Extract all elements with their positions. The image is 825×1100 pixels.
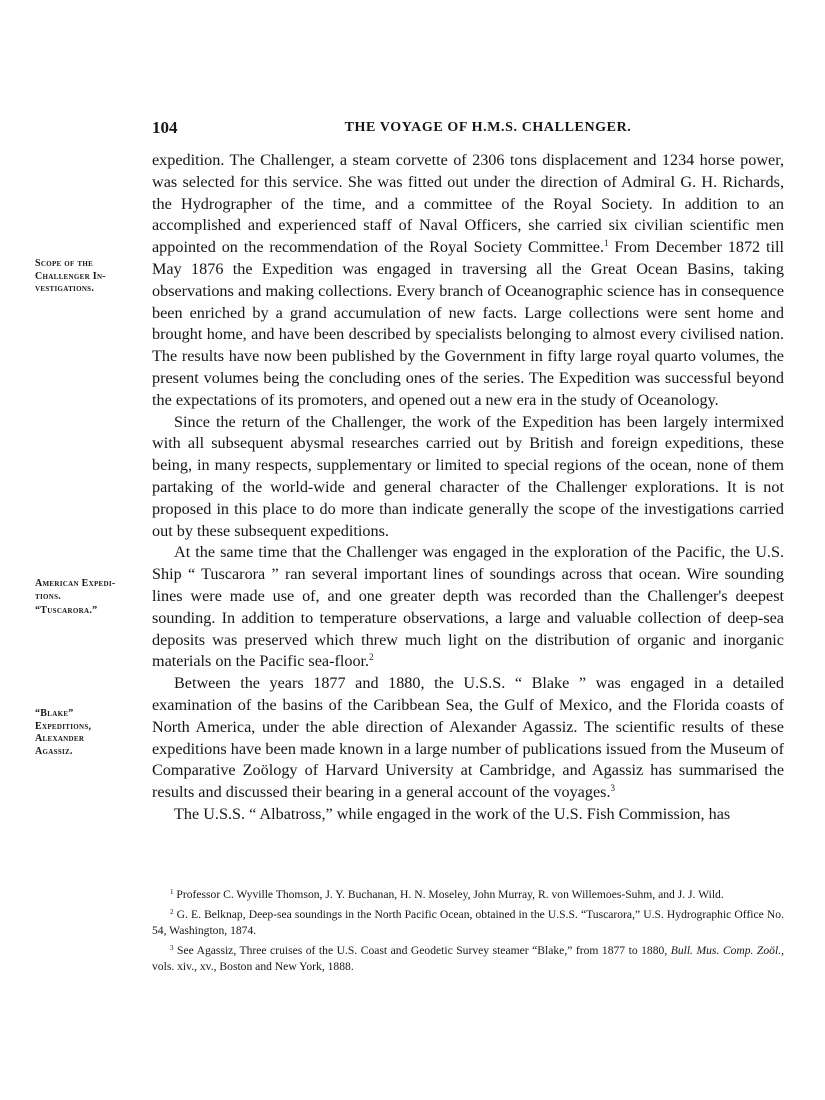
footnote-citation-italic: Bull. Mus. Comp. Zoöl. xyxy=(670,944,782,957)
sidenote-scope-of-challenger xyxy=(35,258,143,296)
sidenote-american-expeditions xyxy=(35,578,143,618)
sidenote-blake-expeditions xyxy=(35,708,143,758)
paragraph xyxy=(152,542,784,673)
footnote xyxy=(152,884,784,903)
sidenote-line: “Blake” xyxy=(35,708,74,719)
sidenote-line: Challenger In- xyxy=(35,270,106,282)
page-header xyxy=(152,118,784,140)
sidenote-line: American Expedi- xyxy=(35,578,116,589)
footnote-text: Professor C. Wyville Thomson, J. Y. Buchanan, H. N. Moseley, John Murray, R. von Willemoes-Suhm, and J. J. Wild. xyxy=(176,888,724,901)
paragraph-text: expedition. The Challenger, a steam corvette of 2306 tons displacement and 1234 horse power, was selected for this service. She was fitted out under the direction of Admiral G. H. Richards, the Hydrographer of the time, and a committee of the Royal Society. In addition to an accomplished and experienced staff of Naval Officers, she carried six civilian scientific men appointed on the recommendation of the Royal Society Committee. xyxy=(152,151,784,257)
footnote-text: , vols. xiv., xv., Boston and New York, 1888. xyxy=(152,944,785,973)
footnote-marker: 3 xyxy=(170,944,174,952)
body-text xyxy=(152,150,784,826)
paragraph-text: From December 1872 till May 1876 the Expedition was engaged in traversing all the Great Ocean Basins, taking observations and making collections. Every branch of Oceanographic science has in consequence been enriched by a grand accumulation of new facts. Large collections were sent home and brought home, and have been described by specialists belonging to almost every civilised nation. The results have now been published by the Government in fifty large royal quarto volumes, the present volumes being the concluding ones of the series. The Expedition was successful beyond the expectations of its promoters, and opened out a new era in the study of Oceanology. xyxy=(152,238,784,409)
footnote-text: See Agassiz, Three cruises of the U.S. Coast and Geodetic Survey steamer “Blake,” from 1877 to 1880, xyxy=(177,944,671,957)
sidenote-line: Expeditions, xyxy=(35,720,92,732)
sidenote-line: “Tuscarora.” xyxy=(35,605,98,616)
paragraph xyxy=(152,150,784,412)
paragraph xyxy=(152,673,784,804)
footnote-marker: 1 xyxy=(170,888,174,896)
paragraph xyxy=(152,412,784,543)
footnote xyxy=(152,940,784,975)
footnote-ref[interactable]: 1 xyxy=(604,238,609,249)
paragraph-text: Since the return of the Challenger, the work of the Expedition has been largely intermixed with all subsequent abysmal researches carried out by British and foreign expeditions, these being, in many respects, supplementary or limited to special regions of the ocean, none of them partaking of the world-wide and general character of the Challenger explorations. It is not proposed in this place to do more than indicate generally the scope of the investigations carried out by these subsequent expeditions. xyxy=(152,412,784,540)
running-title: THE VOYAGE OF H.M.S. CHALLENGER. xyxy=(344,120,632,135)
footnotes xyxy=(152,884,784,976)
paragraph-text: Between the years 1877 and 1880, the U.S.S. “ Blake ” was engaged in a detailed examination of the basins of the Caribbean Sea, the Gulf of Mexico, and the Florida coasts of North America, under the able direction of Alexander Agassiz. The scientific results of these expeditions have been made known in a large number of publications issued from the Museum of Comparative Zoölogy of Harvard University at Cambridge, and Agassiz has summarised the results and discussed their bearing in a general account of the voyages. xyxy=(152,674,784,802)
footnote-text: G. E. Belknap, Deep-sea soundings in the North Pacific Ocean, obtained in the U.S.S. “Tuscarora,” U.S. Hydrographic Office No. 54, Washington, 1874. xyxy=(152,908,784,937)
page-number: 104 xyxy=(152,118,178,137)
sidenote-line: Alexander xyxy=(35,733,85,744)
sidenote-line: tions. xyxy=(35,590,62,602)
footnote-marker: 2 xyxy=(170,908,174,916)
paragraph xyxy=(152,804,784,826)
footnote xyxy=(152,904,784,939)
sidenote-line: vestigations. xyxy=(35,283,95,294)
paragraph-text: At the same time that the Challenger was engaged in the exploration of the Pacific, the U.S. Ship “ Tuscarora ” ran several important lines of soundings across that ocean. Wire sounding lines were made use of, and one greater depth was recorded than the Challenger's deepest sounding. In addition to temperature observations, a large and valuable collection of deep-sea deposits was preserved which threw much light on the distribution of organic and inorganic materials on the Pacific sea-floor. xyxy=(152,543,784,671)
sidenote-line: Scope of the xyxy=(35,258,94,269)
footnote-ref[interactable]: 3 xyxy=(610,783,615,794)
paragraph-text: The U.S.S. “ Albatross,” while engaged in the work of the U.S. Fish Commission, has xyxy=(174,804,731,823)
sidenote-line: Agassiz. xyxy=(35,745,73,757)
footnote-ref[interactable]: 2 xyxy=(369,652,374,663)
